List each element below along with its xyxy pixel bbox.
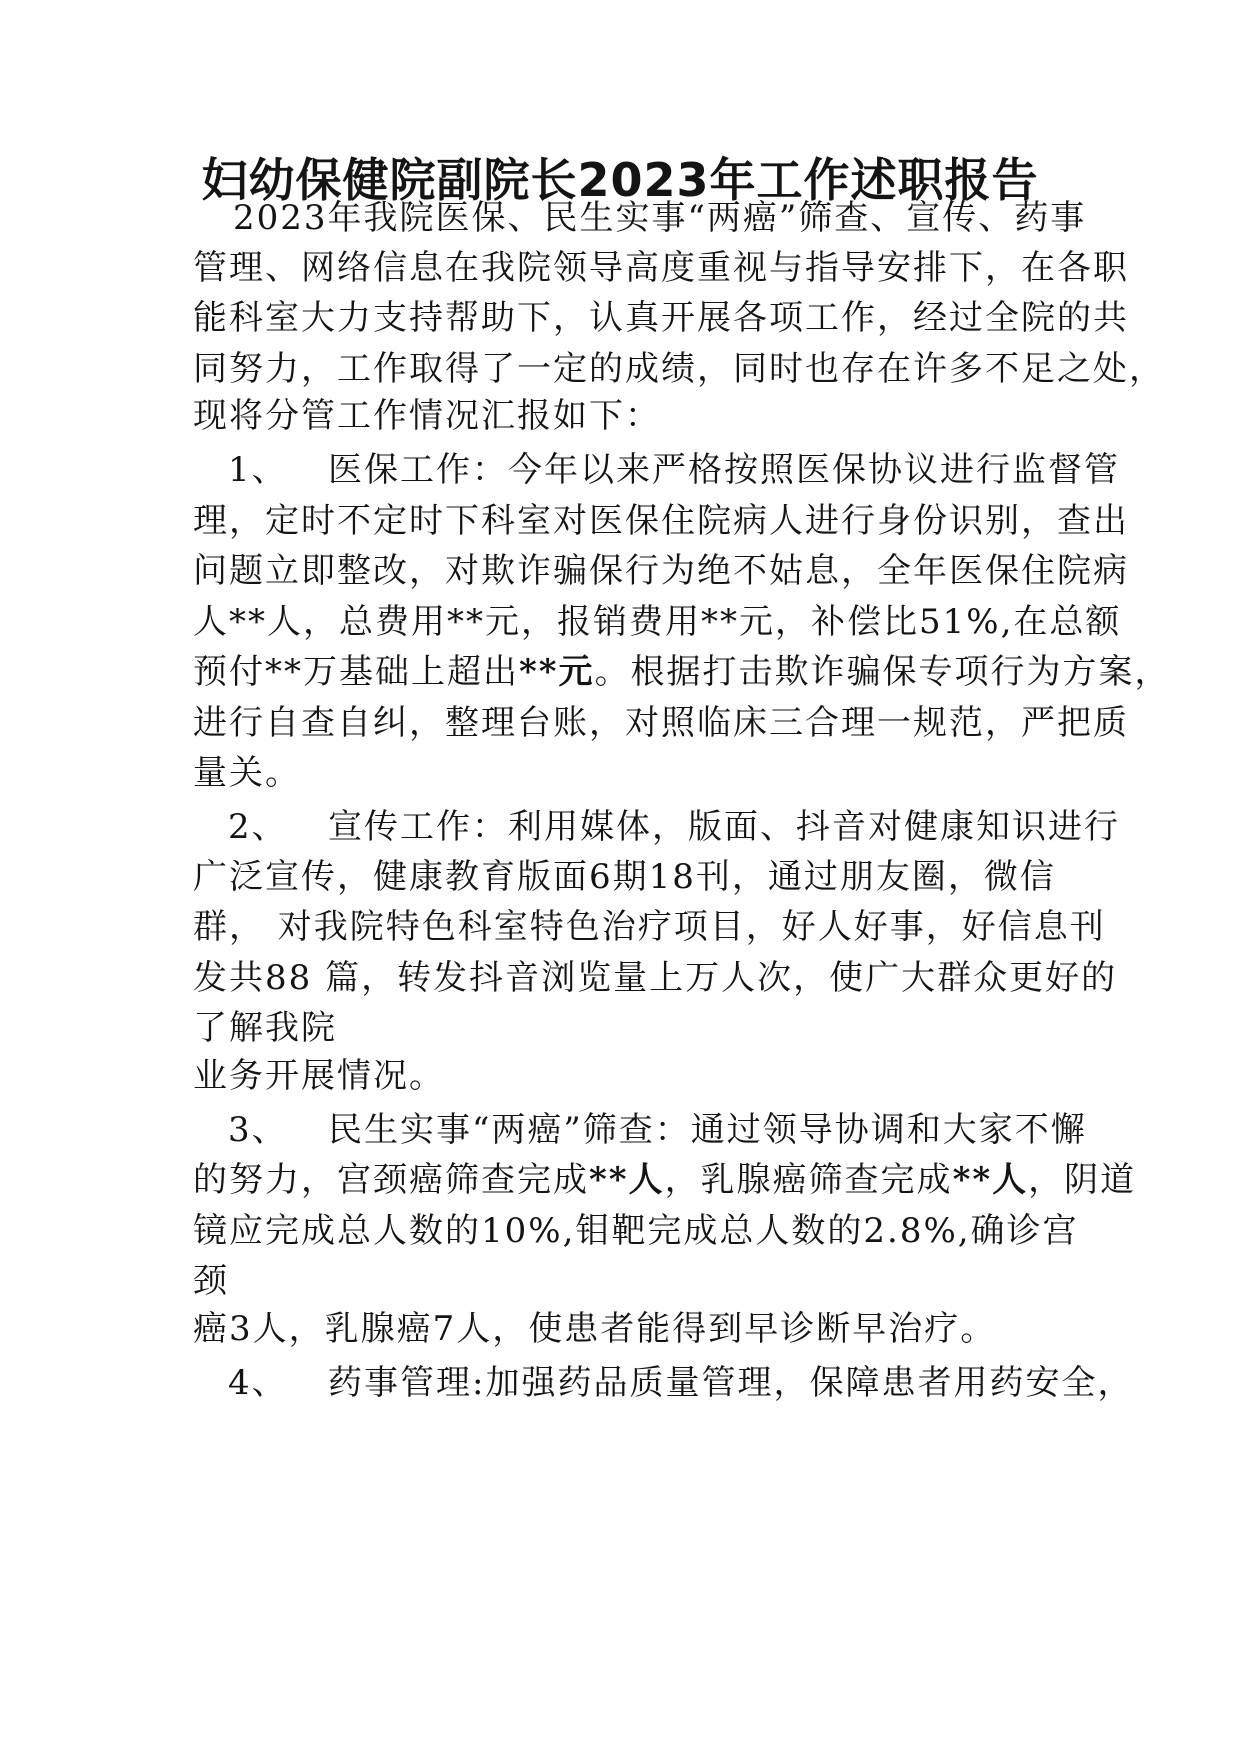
section-1-line-5-bold: **元	[519, 652, 595, 692]
section-1-line-3: 问题立即整改，对欺诈骗保行为绝不姑息，全年医保住院病	[193, 551, 1129, 591]
section-3-line-2-a: 的努力，宫颈癌筛查完成	[193, 1160, 589, 1200]
section-2-line-1	[228, 807, 1120, 847]
intro-line-4: 同努力，工作取得了一定的成绩，同时也存在许多不足之处，	[193, 349, 1165, 389]
section-1-line-1	[228, 450, 1120, 490]
section-3-line-2-bold-2: **人	[952, 1160, 1029, 1200]
intro-line-1: 2023年我院医保、民生实事“两癌”筛查、宣传、药事	[233, 198, 1087, 238]
section-2-line-6: 业务开展情况。	[193, 1056, 445, 1096]
section-3-line-2	[193, 1160, 1136, 1200]
intro-line-3: 能科室大力支持帮助下，认真开展各项工作，经过全院的共	[193, 298, 1129, 338]
intro-line-2: 管理、网络信息在我院领导高度重视与指导安排下，在各职	[193, 248, 1129, 288]
section-1-line-5-c: 。根据打击欺诈骗保专项行为方案，	[594, 652, 1171, 692]
section-3-line-5: 癌3人，乳腺癌7人，使患者能得到早诊断早治疗。	[193, 1309, 997, 1349]
section-2-line-4: 发共88 篇，转发抖音浏览量上万人次，使广大群众更好的	[193, 958, 1118, 998]
section-2-line-5: 了解我院	[193, 1008, 337, 1048]
section-3-text: 民生实事“两癌”筛查：通过领导协调和大家不懈	[328, 1110, 1087, 1150]
section-3-line-2-c: ，乳腺癌筛查完成	[664, 1160, 953, 1200]
section-1-line-7: 量关。	[193, 753, 301, 793]
section-3-line-3: 镜应完成总人数的10%,钼靶完成总人数的2.8%,确诊宫	[193, 1211, 1079, 1251]
section-1-line-5	[193, 652, 1171, 692]
section-3-line-2-bold-1: **人	[589, 1160, 665, 1200]
section-2-text: 宣传工作：利用媒体，版面、抖音对健康知识进行	[328, 807, 1120, 847]
document-title: 妇幼保健院副院长2023年工作述职报告	[201, 153, 1039, 207]
section-3-line-2-e: ，阴道	[1028, 1160, 1137, 1200]
section-1-line-5-a: 预付**万基础上超出	[193, 652, 519, 692]
section-1-number: 1、	[228, 450, 288, 490]
intro-line-5: 现将分管工作情况汇报如下：	[193, 396, 661, 436]
section-4-line-1	[228, 1363, 1133, 1403]
section-4-number: 4、	[228, 1363, 288, 1403]
section-3-line-1	[228, 1110, 1087, 1150]
section-3-line-4: 颈	[193, 1261, 229, 1301]
section-1-line-6: 进行自查自纠，整理台账，对照临床三合理一规范，严把质	[193, 703, 1129, 743]
section-1-line-4: 人**人，总费用**元，报销费用**元，补偿比51%,在总额	[193, 602, 1122, 642]
section-1-text: 医保工作：今年以来严格按照医保协议进行监督管	[328, 450, 1120, 490]
section-2-line-2: 广泛宣传，健康教育版面6期18刊，通过朋友圈，微信	[193, 857, 1056, 897]
section-1-line-2: 理，定时不定时下科室对医保住院病人进行身份识别，查出	[193, 501, 1129, 541]
section-4-text: 药事管理:加强药品质量管理，保障患者用药安全，	[328, 1363, 1134, 1403]
section-3-number: 3、	[228, 1110, 288, 1150]
section-2-line-3: 群， 对我院特色科室特色治疗项目，好人好事，好信息刊	[193, 907, 1106, 947]
section-2-number: 2、	[228, 807, 288, 847]
